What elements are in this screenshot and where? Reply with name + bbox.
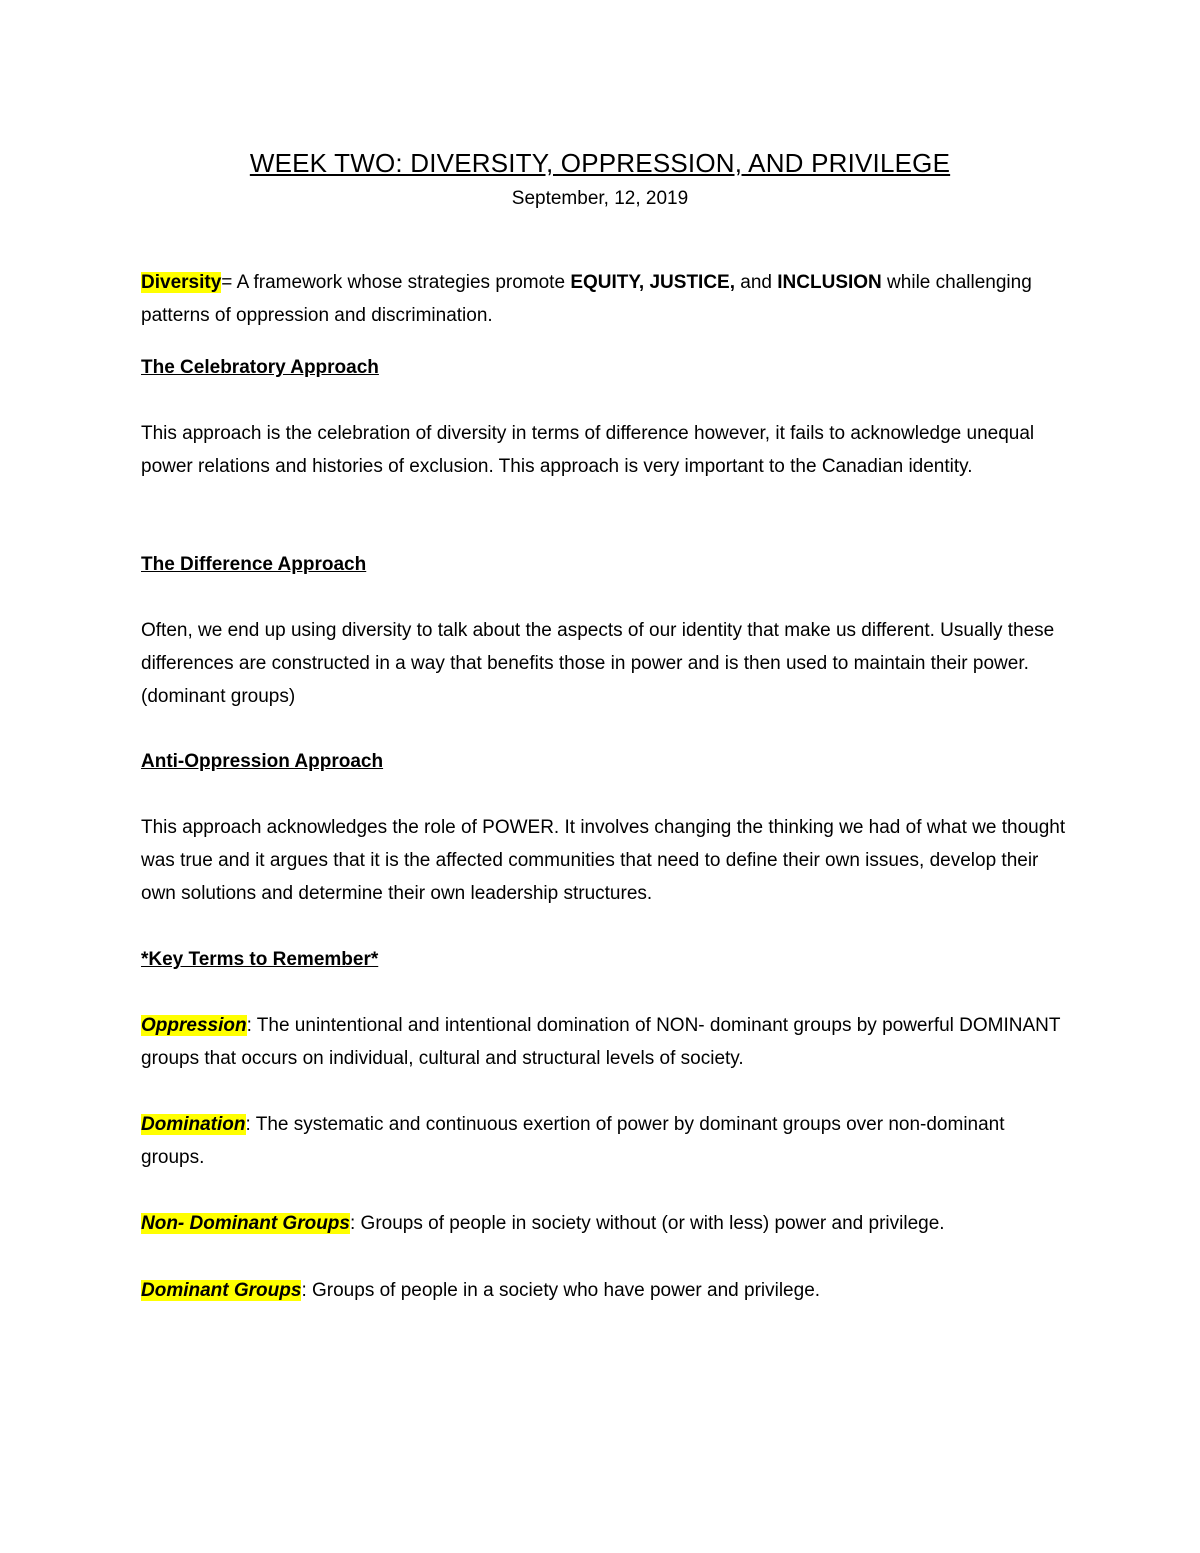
diversity-text-2: and [735, 272, 778, 293]
section-body-difference: Often, we end up using diversity to talk about the aspects of our identity that make us different. Usually these differences are constructed in a way that benefits those in power and is then used to maintain their power. (dominant groups) [141, 620, 1055, 707]
term-non-dominant-groups [141, 1207, 1071, 1240]
section-heading-anti-oppression [141, 745, 1071, 778]
term-oppression [141, 1009, 1071, 1075]
diversity-text-1: = A framework whose strategies promote [221, 272, 571, 293]
document-date: September, 12, 2019 [511, 188, 689, 209]
section-heading-celebratory [141, 351, 1071, 384]
section-heading: Anti-Oppression Approach [141, 751, 384, 772]
term-definition: : The systematic and continuous exertion of power by dominant groups over non-dominant groups. [141, 1114, 1005, 1168]
section-heading: The Celebratory Approach [141, 357, 379, 378]
term-label: Oppression [141, 1015, 247, 1036]
term-definition: : Groups of people in a society who have power and privilege. [301, 1280, 821, 1301]
term-dominant-groups [141, 1274, 1071, 1307]
page-title: WEEK TWO: DIVERSITY, OPPRESSION, AND PRIVILEGE [249, 148, 951, 178]
term-definition: : Groups of people in society without (or with less) power and privilege. [349, 1213, 945, 1234]
term-domination [141, 1108, 1071, 1174]
section-heading: The Difference Approach [141, 554, 367, 575]
key-terms-heading: *Key Terms to Remember* [141, 949, 379, 970]
diversity-definition [141, 266, 1071, 332]
term-label: Non- Dominant Groups [141, 1213, 350, 1234]
diversity-term: Diversity [141, 272, 222, 293]
section-heading-difference [141, 548, 1071, 581]
term-definition: : The unintentional and intentional domination of NON- dominant groups by powerful DOMINANT groups that occurs on individual, cultural and structural levels of society. [141, 1015, 1061, 1069]
term-label: Domination [141, 1114, 246, 1135]
diversity-bold-2: INCLUSION [777, 272, 882, 293]
key-terms-heading-row [141, 943, 1071, 976]
section-body-anti-oppression: This approach acknowledges the role of POWER. It involves changing the thinking we had of what we thought was true and it argues that it is the affected communities that need to define their own issues, develop their own solutions and determine their own leadership structures. [141, 817, 1066, 904]
diversity-text-3: while challenging patterns of oppression and discrimination. [141, 272, 1032, 326]
diversity-bold-1: EQUITY, JUSTICE, [570, 272, 736, 293]
term-label: Dominant Groups [141, 1280, 302, 1301]
section-body-celebratory: This approach is the celebration of diversity in terms of difference however, it fails to acknowledge unequal power relations and histories of exclusion. This approach is very important to the Canadian identity. [141, 423, 1035, 477]
